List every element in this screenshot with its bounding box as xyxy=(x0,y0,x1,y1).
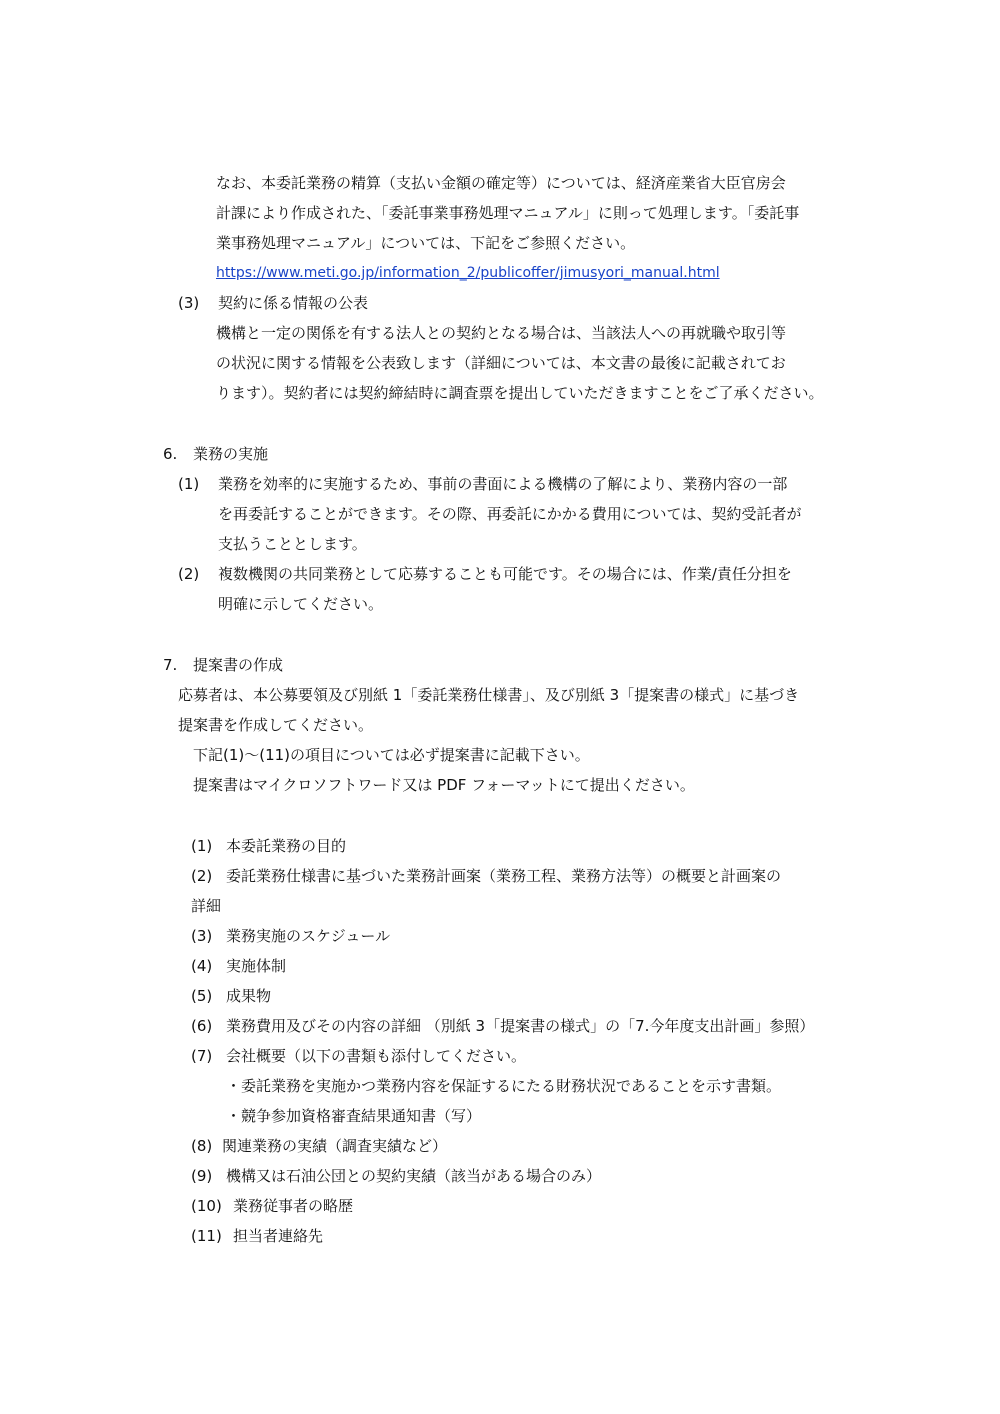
sec7-item-8-text: 関連業務の実績（調査実績など） xyxy=(222,1137,448,1155)
sec7-item-11-number: (11) xyxy=(191,1227,222,1245)
sec7-item-7-number: (7) xyxy=(191,1047,213,1065)
sec6-item-1-line-3: 支払うこととします。 xyxy=(218,535,367,553)
sec7-item-1-number: (1) xyxy=(191,837,213,855)
sec6-number: 6. xyxy=(163,445,178,463)
sec7-item-7-text: 会社概要（以下の書類も添付してください。 xyxy=(226,1047,527,1065)
sec7-item-6-number: (6) xyxy=(191,1017,213,1035)
sec7-number: 7. xyxy=(163,656,178,674)
sec7-item-1-text: 本委託業務の目的 xyxy=(226,837,347,855)
sec7-heading: 提案書の作成 xyxy=(193,656,284,674)
sec5-note-line-2: 計課により作成された、「委託事業事務処理マニュアル」に則って処理します。「委託事 xyxy=(216,204,800,222)
sec6-item-2-line-2: 明確に示してください。 xyxy=(218,595,384,613)
sec7-item-3-number: (3) xyxy=(191,927,213,945)
sec7-item-2-text: 委託業務仕様書に基づいた業務計画案（業務工程、業務方法等）の概要と計画案の xyxy=(226,867,782,885)
sec7-item-4-number: (4) xyxy=(191,957,213,975)
sec7-para-3: 提案書はマイクロソフトワード又は PDF フォーマットにて提出ください。 xyxy=(193,776,695,794)
sec7-para-1-line-2: 提案書を作成してください。 xyxy=(178,716,374,734)
sec7-item-7-sub-2: ・競争参加資格審査結果通知書（写） xyxy=(226,1107,482,1125)
sec6-item-1-line-2: を再委託することができます。その際、再委託にかかる費用については、契約受託者が xyxy=(218,505,802,523)
sec7-item-9-number: (9) xyxy=(191,1167,213,1185)
sec7-item-5-number: (5) xyxy=(191,987,213,1005)
sec7-item-5-text: 成果物 xyxy=(226,987,272,1005)
sec5-note-line-1: なお、本委託業務の精算（支払い金額の確定等）については、経済産業省大臣官房会 xyxy=(216,174,786,192)
sec7-item-10-number: (10) xyxy=(191,1197,222,1215)
sec7-item-6-text: 業務費用及びその内容の詳細 （別紙 3「提案書の様式」の「7.今年度支出計画」参照） xyxy=(226,1017,815,1035)
sec5-3-number: (3) xyxy=(178,294,200,312)
sec5-3-line-2: の状況に関する情報を公表致します（詳細については、本文書の最後に記載されてお xyxy=(216,354,786,372)
manual-link[interactable]: https://www.meti.go.jp/information_2/publicoffer/jimusyori_manual.html xyxy=(216,265,720,281)
sec5-note-line-3: 業事務処理マニュアル」については、下記をご参照ください。 xyxy=(216,234,636,252)
sec7-item-11-text: 担当者連絡先 xyxy=(233,1227,324,1245)
sec5-3-title: 契約に係る情報の公表 xyxy=(218,294,369,312)
sec6-item-1-number: (1) xyxy=(178,475,200,493)
sec7-item-4-text: 実施体制 xyxy=(226,957,287,975)
sec7-item-8-number: (8) xyxy=(191,1137,213,1155)
sec7-item-3-text: 業務実施のスケジュール xyxy=(226,927,391,945)
sec7-item-7-sub-1: ・委託業務を実施かつ業務内容を保証するにたる財務状況であることを示す書類。 xyxy=(226,1077,782,1095)
sec7-item-2-number: (2) xyxy=(191,867,213,885)
sec7-para-1-line-1: 応募者は、本公募要領及び別紙 1「委託業務仕様書」、及び別紙 3「提案書の様式」に基づき xyxy=(178,686,800,704)
sec6-item-2-number: (2) xyxy=(178,565,200,583)
sec7-item-10-text: 業務従事者の略歴 xyxy=(233,1197,354,1215)
sec5-3-line-1: 機構と一定の関係を有する法人との契約となる場合は、当該法人への再就職や取引等 xyxy=(216,324,787,342)
sec6-item-1-line-1: 業務を効率的に実施するため、事前の書面による機構の了解により、業務内容の一部 xyxy=(218,475,788,493)
sec6-item-2-line-1: 複数機関の共同業務として応募することも可能です。その場合には、作業/責任分担を xyxy=(218,565,792,583)
sec7-item-2-continuation: 詳細 xyxy=(191,897,222,915)
sec5-3-line-3: ります）。契約者には契約締結時に調査票を提出していただきますことをご了承ください。 xyxy=(216,384,824,402)
sec7-item-9-text: 機構又は石油公団との契約実績（該当がある場合のみ） xyxy=(226,1167,602,1185)
sec6-heading: 業務の実施 xyxy=(193,445,269,463)
sec7-para-2: 下記(1)～(11)の項目については必ず提案書に記載下さい。 xyxy=(193,746,590,764)
